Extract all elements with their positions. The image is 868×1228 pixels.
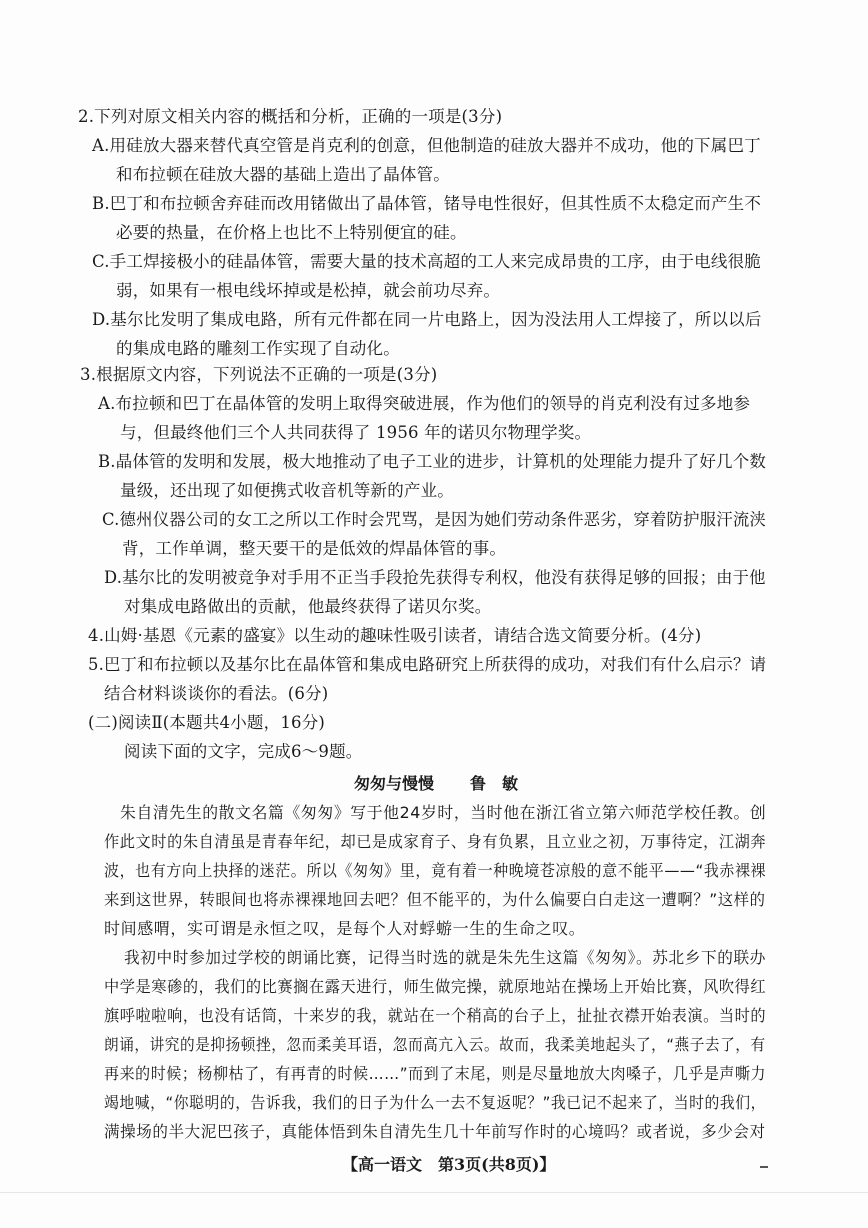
section-heading: (二)阅读Ⅱ(本题共4小题，16分) [88, 713, 326, 732]
paragraph-2-line-7: 满操场的半大泥巴孩子，真能体悟到朱自清先生几十年前写作时的心境吗？或者说，多少会对 [104, 1122, 766, 1141]
q2-option-d-line1: D.基尔比发明了集成电路，所有元件都在同一片电路上，因为没法用人工焊接了，所以以后 [92, 310, 762, 329]
q3-option-b-line2: 量级，还出现了如便携式收音机等新的产业。 [120, 481, 454, 500]
q3-option-c-line2: 背，工作单调，整天要干的是低效的焊晶体管的事。 [122, 539, 507, 558]
q3-option-a-line1: A.布拉顿和巴丁在晶体管的发明上取得突破进展，作为他们的领导的肖克利没有过多地参 [98, 394, 751, 413]
q5-stem-line1: 5.巴丁和布拉顿以及基尔比在晶体管和集成电路研究上所获得的成功，对我们有什么启示？请 [88, 655, 767, 674]
section-instruction: 阅读下面的文字，完成6～9题。 [124, 742, 363, 761]
q2-stem: 2.下列对原文相关内容的概括和分析，正确的一项是(3分) [78, 107, 503, 126]
q3-stem: 3.根据原文内容，下列说法不正确的一项是(3分) [80, 365, 438, 384]
paragraph-1-line-5: 时间感喟，实可谓是永恒之叹，是每个人对蜉蝣一生的生命之叹。 [104, 919, 586, 938]
q3-option-d-line1: D.基尔比的发明被竞争对手用不正当手段抢先获得专利权，他没有获得足够的回报；由于他 [104, 568, 766, 587]
paragraph-1-line-1: 朱自清先生的散文名篇《匆匆》写于他24岁时，当时他在浙江省立第六师范学校任教。创 [120, 803, 767, 822]
q3-option-a-line2: 与，但最终他们三个人共同获得了 1956 年的诺贝尔物理学奖。 [120, 423, 592, 442]
paragraph-2-line-6: 竭地喊，“你聪明的，告诉我，我们的日子为什么一去不复返呢？”我已记不起来了，当时的我们， [104, 1093, 767, 1112]
q2-option-c-line2: 弱，如果有一根电线坏掉或是松掉，就会前功尽弃。 [116, 281, 501, 300]
paragraph-2-line-4: 朗诵，讲究的是抑扬顿挫，忽而柔美耳语，忽而高亢入云。故而，我柔美地起头了，“燕子去了，有 [104, 1035, 766, 1054]
paragraph-2-line-2: 中学是寒碜的，我们的比赛搁在露天进行，师生做完操，就原地站在操场上开始比赛，风吹得红 [104, 977, 767, 996]
paragraph-2-line-3: 旗呼啦啦响，也没有话筒，十来岁的我，就站在一个稍高的台子上，扯扯衣襟开始表演。当时的 [104, 1006, 767, 1025]
article-author: 鲁 敏 [470, 774, 519, 793]
q2-option-b-line1: B.巴丁和布拉顿舍弃硅而改用锗做出了晶体管，锗导电性很好，但其性质不太稳定而产生不 [92, 194, 762, 213]
page-bottom-edge [0, 1192, 868, 1193]
paragraph-2-line-5: 再来的时候；杨柳枯了，有再青的时候……”而到了末尾，则是尽量地放大肉嗓子，几乎是声嘶力 [104, 1064, 767, 1083]
scan-mark [760, 1166, 768, 1168]
paragraph-2-line-1: 我初中时参加过学校的朗诵比赛，记得当时选的就是朱先生这篇《匆匆》。苏北乡下的联办 [124, 948, 767, 967]
q3-option-d-line2: 对集成电路做出的贡献，他最终获得了诺贝尔奖。 [124, 597, 492, 616]
q2-option-a-line2: 和布拉顿在硅放大器的基础上造出了晶体管。 [116, 165, 450, 184]
q4-stem: 4.山姆·基恩《元素的盛宴》以生动的趣味性吸引读者，请结合选文简要分析。(4分) [88, 626, 702, 645]
q5-stem-line2: 结合材料谈谈你的看法。(6分) [104, 684, 329, 703]
paragraph-1-line-3: 波，也有方向上抉择的迷茫。所以《匆匆》里，竟有着一种晚境苍凉般的意不能平——“我赤裸裸 [104, 861, 767, 880]
page-footer: 【高一语文 第3页(共8页)】 [342, 1155, 556, 1174]
q2-option-a-line1: A.用硅放大器来替代真空管是肖克利的创意，但他制造的硅放大器并不成功，他的下属巴丁 [92, 136, 761, 155]
paragraph-1-line-2: 作此文时的朱自清虽是青春年纪，却已是成家育子、身有负累，且立业之初，万事待定，江湖奔 [104, 832, 767, 851]
q3-option-b-line1: B.晶体管的发明和发展，极大地推动了电子工业的进步，计算机的处理能力提升了好几个数 [98, 452, 767, 471]
article-title: 匆匆与慢慢 [354, 774, 435, 793]
q2-option-d-line2: 的集成电路的雕刻工作实现了自动化。 [116, 339, 400, 358]
q2-option-c-line1: C.手工焊接极小的硅晶体管，需要大量的技术高超的工人来完成昂贵的工序，由于电线很脆 [92, 252, 761, 271]
q2-option-b-line2: 必要的热量，在价格上也比不上特别便宜的硅。 [116, 223, 467, 242]
q3-option-c-line1: C.德州仪器公司的女工之所以工作时会咒骂，是因为她们劳动条件恶劣，穿着防护服汗流浃 [102, 510, 766, 529]
paragraph-1-line-4: 来到这世界，转眼间也将赤裸裸地回去吧？但不能平的，为什么偏要白白走这一遭啊？”这样的 [104, 890, 766, 909]
